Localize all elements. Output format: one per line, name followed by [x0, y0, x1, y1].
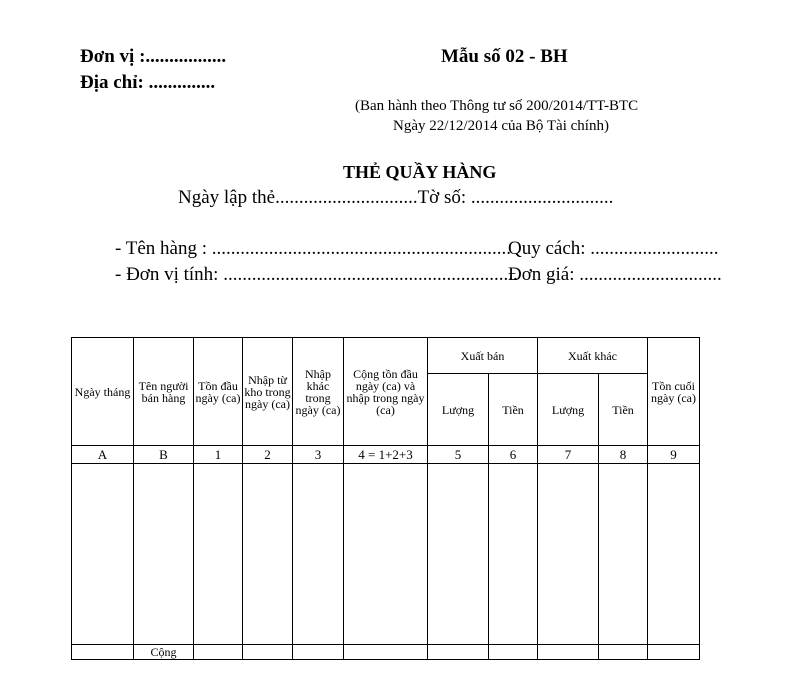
- entry-cell: [648, 464, 700, 645]
- date-line: Ngày lập thẻ..............................Tờ số: ..............................: [178, 187, 614, 208]
- address-field: Địa chỉ: ..............: [80, 72, 216, 93]
- total-cell: [72, 645, 134, 660]
- index-cell: B: [134, 446, 194, 464]
- index-cell: 2: [243, 446, 293, 464]
- goods-name-field: - Tên hàng : ...............................................................: [115, 238, 511, 259]
- header-other-quantity: Lượng: [538, 374, 599, 446]
- entry-cell: [243, 464, 293, 645]
- spec-field: Quy cách: ...........................: [508, 238, 719, 259]
- entry-cell: [538, 464, 599, 645]
- header-sale-quantity: Lượng: [428, 374, 489, 446]
- entry-cell: [72, 464, 134, 645]
- total-row: [72, 645, 700, 660]
- counter-card-table: [71, 337, 700, 660]
- header-sale-money: Tiền: [489, 374, 538, 446]
- index-cell: 1: [194, 446, 243, 464]
- total-cell: [489, 645, 538, 660]
- entry-cell: [428, 464, 489, 645]
- total-label: Cộng: [134, 645, 194, 660]
- header-opening: Tồn đầu ngày (ca): [194, 338, 243, 446]
- index-cell: 3: [293, 446, 344, 464]
- index-cell: 9: [648, 446, 700, 464]
- header-closing: Tồn cuối ngày (ca): [648, 338, 700, 446]
- header-seller: Tên người bán hàng: [134, 338, 194, 446]
- index-cell: 7: [538, 446, 599, 464]
- index-cell: 8: [599, 446, 648, 464]
- total-cell: [293, 645, 344, 660]
- form-number: Mẫu số 02 - BH: [441, 46, 568, 67]
- unit-price-field: Đơn giá: ..............................: [508, 264, 722, 285]
- total-cell: [599, 645, 648, 660]
- entry-cell: [194, 464, 243, 645]
- entry-rows: [72, 464, 700, 645]
- header-date: Ngày tháng: [72, 338, 134, 446]
- header-import-other: Nhập khác trong ngày (ca): [293, 338, 344, 446]
- issued-note-line1: (Ban hành theo Thông tư số 200/2014/TT-BTC: [355, 98, 639, 114]
- header-import-warehouse: Nhập từ kho trong ngày (ca): [243, 338, 293, 446]
- unit-field: Đơn vị :.................: [80, 46, 227, 67]
- entry-cell: [489, 464, 538, 645]
- entry-cell: [134, 464, 194, 645]
- index-cell: 4 = 1+2+3: [344, 446, 428, 464]
- entry-cell: [599, 464, 648, 645]
- header-other-export: Xuất khác: [538, 338, 648, 374]
- total-cell: [344, 645, 428, 660]
- index-cell: A: [72, 446, 134, 464]
- total-cell: [538, 645, 599, 660]
- index-cell: 6: [489, 446, 538, 464]
- unit-of-measure-field: - Đơn vị tính: ..............................................................: [115, 264, 518, 285]
- header-other-money: Tiền: [599, 374, 648, 446]
- entry-cell: [344, 464, 428, 645]
- document-title: THẺ QUẦY HÀNG: [343, 162, 497, 182]
- total-cell: [648, 645, 700, 660]
- header-sale: Xuất bán: [428, 338, 538, 374]
- index-row: [72, 446, 700, 464]
- header-total-opening-import: Cộng tồn đầu ngày (ca) và nhập trong ngày (ca): [344, 338, 428, 446]
- total-cell: [428, 645, 489, 660]
- entry-cell: [293, 464, 344, 645]
- index-cell: 5: [428, 446, 489, 464]
- total-cell: [194, 645, 243, 660]
- total-cell: [243, 645, 293, 660]
- issued-note-line2: Ngày 22/12/2014 của Bộ Tài chính): [393, 118, 609, 134]
